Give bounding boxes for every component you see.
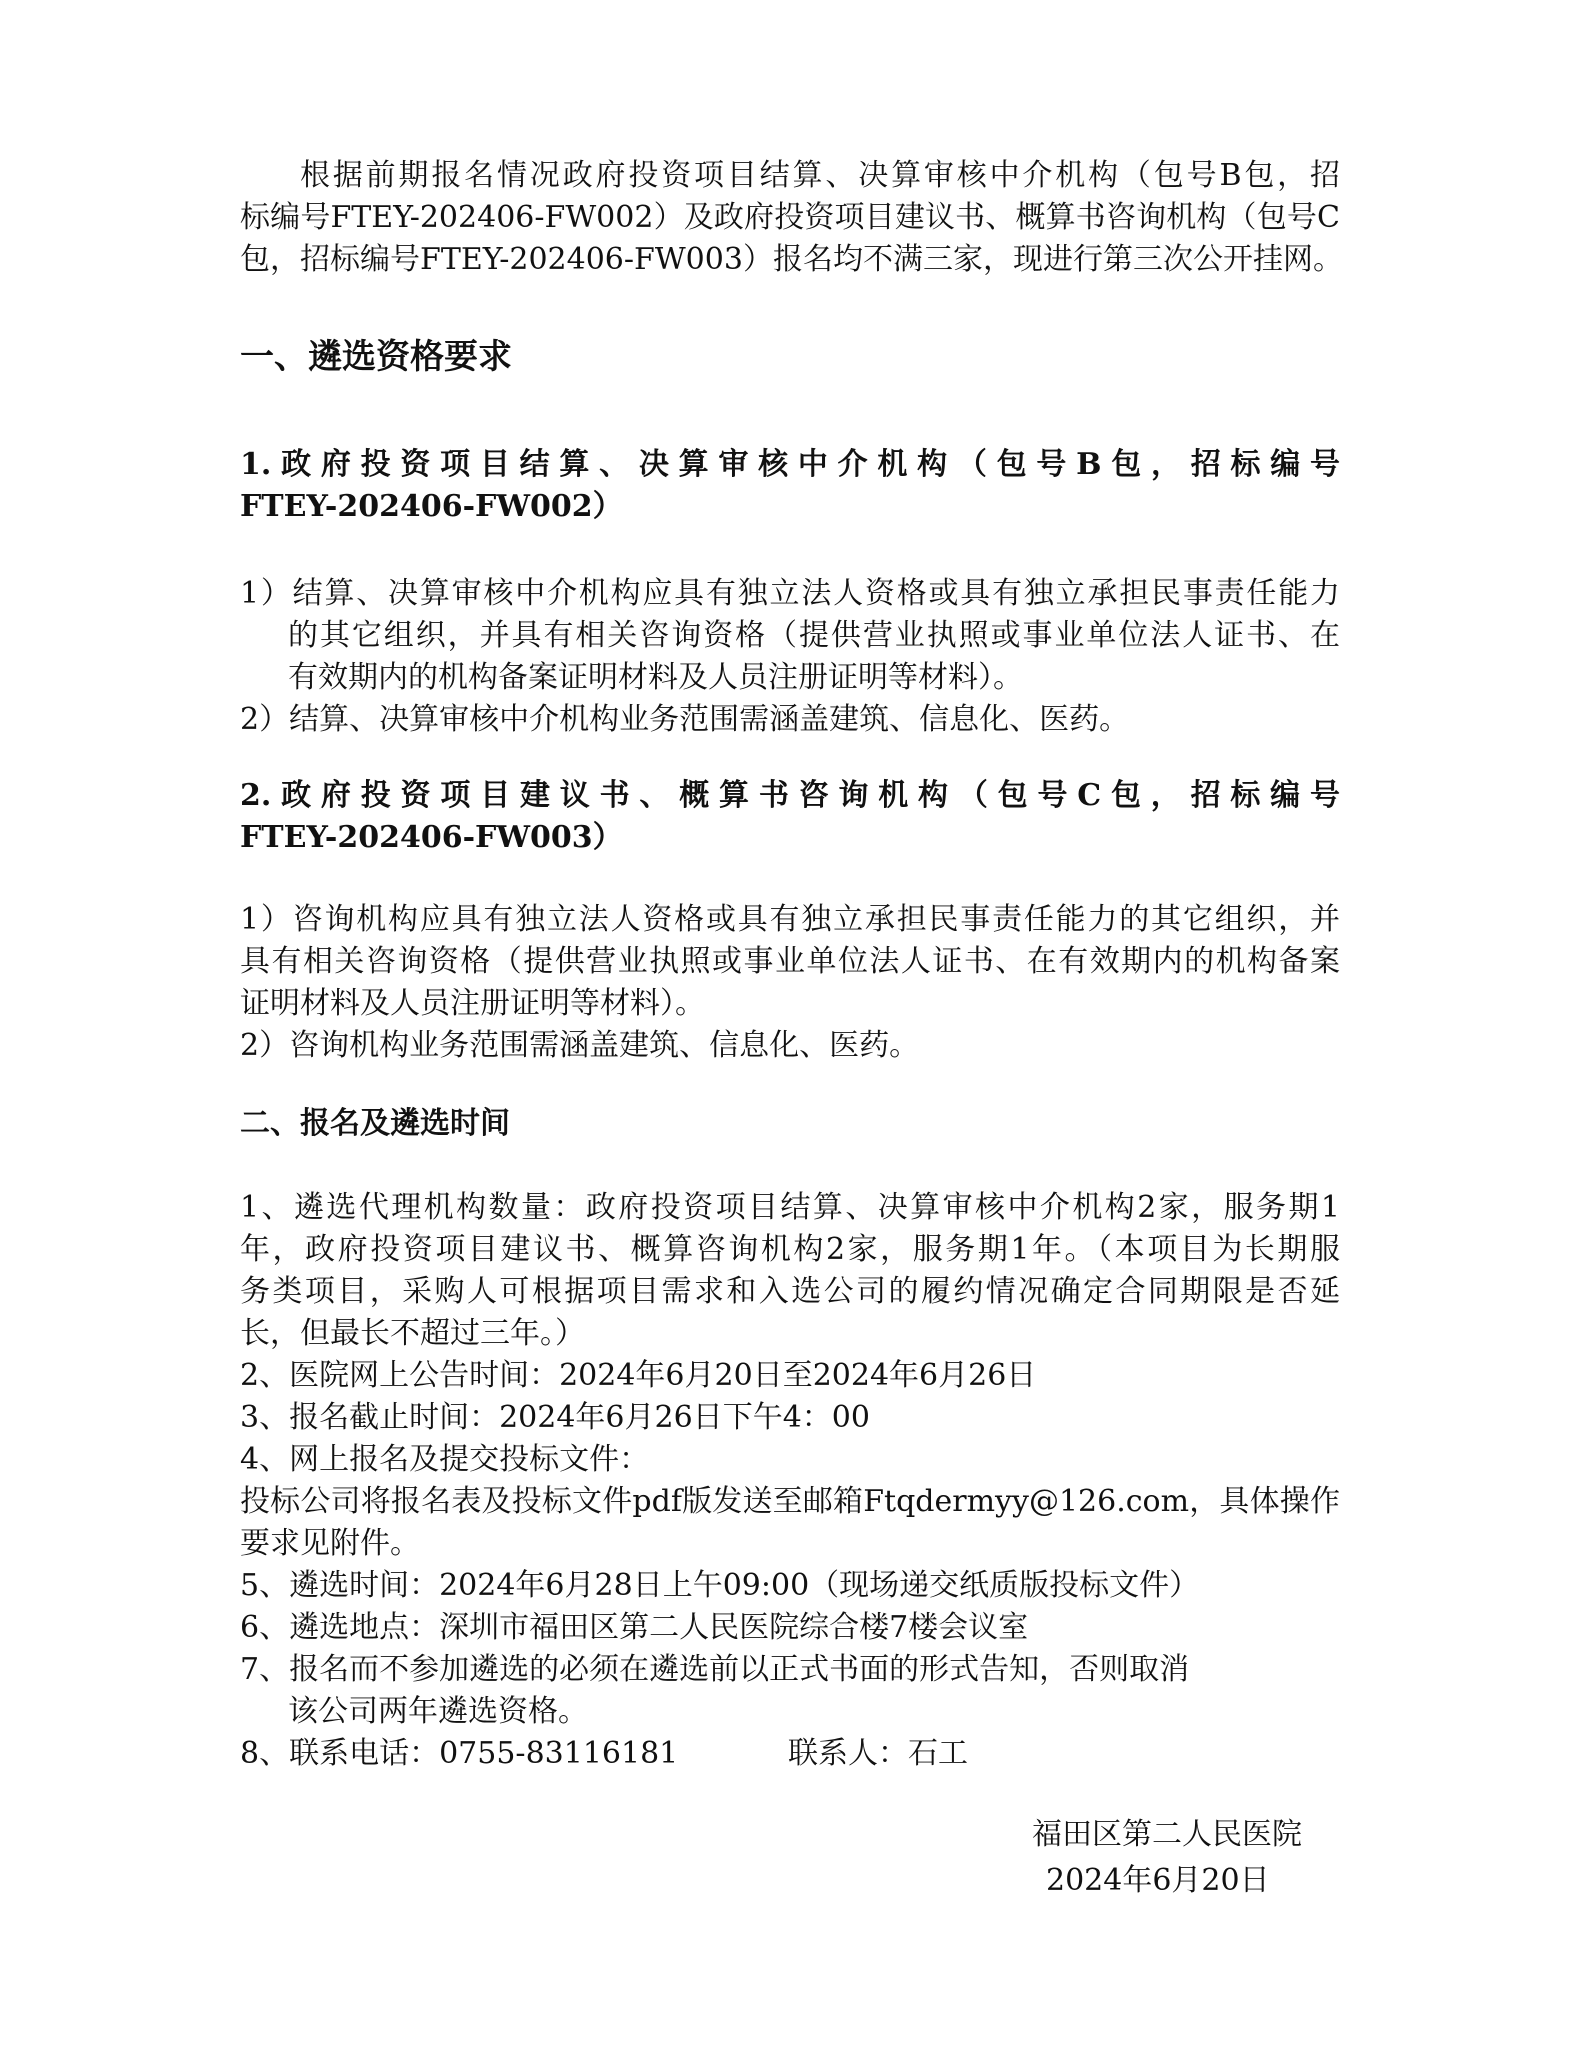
s2-line-4: 长，但最长不超过三年。）: [240, 1316, 585, 1351]
sub2-item-line-4: 2）咨询机构业务范围需涵盖建筑、信息化、医药。: [240, 1028, 920, 1063]
s2-line-6: 3、报名截止时间：2024年6月26日下午4：00: [240, 1400, 870, 1435]
sub2-title-line-1: 2.政府投资项目建议书、概算书咨询机构（包号C包，招标编号: [240, 778, 1340, 813]
sub2-item-line-3: 证明材料及人员注册证明等材料）。: [240, 986, 705, 1021]
s2-line-12: 7、报名而不参加遴选的必须在遴选前以正式书面的形式告知，否则取消: [240, 1652, 1190, 1687]
sub1-title-line-2: FTEY-202406-FW002）: [240, 489, 623, 524]
contact-person: 联系人：石工: [788, 1736, 968, 1771]
signature-date: 2024年6月20日: [1046, 1863, 1270, 1898]
intro-line-3: 包，招标编号FTEY-202406-FW003）报名均不满三家，现进行第三次公开挂网。: [240, 242, 1343, 277]
sub2-item-line-1: 1）咨询机构应具有独立法人资格或具有独立承担民事责任能力的其它组织，并: [240, 902, 1340, 937]
section1-title: 一、遴选资格要求: [240, 337, 512, 377]
sub1-title-line-1: 1.政府投资项目结算、决算审核中介机构（包号B包，招标编号: [240, 447, 1340, 482]
s2-line-3: 务类项目，采购人可根据项目需求和入选公司的履约情况确定合同期限是否延: [240, 1274, 1340, 1309]
s2-line-11: 6、遴选地点：深圳市福田区第二人民医院综合楼7楼会议室: [240, 1610, 1029, 1645]
section2-title: 二、报名及遴选时间: [240, 1106, 510, 1141]
sub1-item-line-3: 有效期内的机构备案证明材料及人员注册证明等材料）。: [288, 660, 1023, 695]
sub2-title-line-2: FTEY-202406-FW003）: [240, 820, 623, 855]
sub2-item-line-2: 具有相关咨询资格（提供营业执照或事业单位法人证书、在有效期内的机构备案: [240, 944, 1340, 979]
contact-phone: 8、联系电话：0755-83116181: [240, 1736, 679, 1771]
s2-line-9: 要求见附件。: [240, 1526, 420, 1561]
s2-line-13: 该公司两年遴选资格。: [288, 1694, 588, 1729]
s2-line-5: 2、医院网上公告时间：2024年6月20日至2024年6月26日: [240, 1358, 1037, 1393]
s2-line-8: 投标公司将报名表及投标文件pdf版发送至邮箱Ftqdermyy@126.com，具体操作: [240, 1484, 1340, 1519]
intro-line-2: 标编号FTEY-202406-FW002）及政府投资项目建议书、概算书咨询机构（包号C: [240, 200, 1340, 235]
intro-line-1: 根据前期报名情况政府投资项目结算、决算审核中介机构（包号B包，招: [300, 158, 1340, 193]
s2-line-7: 4、网上报名及提交投标文件：: [240, 1442, 650, 1477]
s2-line-1: 1、遴选代理机构数量：政府投资项目结算、决算审核中介机构2家，服务期1: [240, 1190, 1340, 1225]
s2-line-2: 年，政府投资项目建议书、概算咨询机构2家，服务期1年。（本项目为长期服: [240, 1232, 1340, 1267]
sub1-item-line-2: 的其它组织，并具有相关咨询资格（提供营业执照或事业单位法人证书、在: [288, 618, 1340, 653]
signature-org: 福田区第二人民医院: [1032, 1817, 1302, 1852]
sub1-item-line-1: 1）结算、决算审核中介机构应具有独立法人资格或具有独立承担民事责任能力: [240, 576, 1340, 611]
sub1-item-line-4: 2）结算、决算审核中介机构业务范围需涵盖建筑、信息化、医药。: [240, 702, 1130, 737]
s2-line-10: 5、遴选时间：2024年6月28日上午09:00（现场递交纸质版投标文件）: [240, 1568, 1200, 1603]
